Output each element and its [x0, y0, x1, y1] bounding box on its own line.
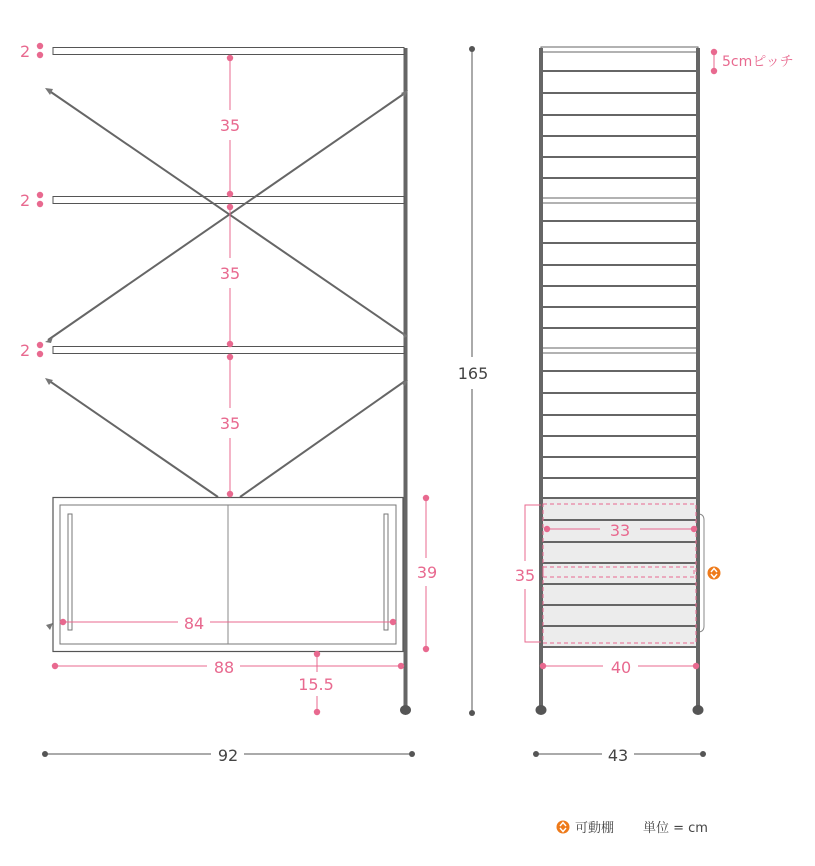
front-shelf-2 — [53, 197, 404, 204]
drawer-height-label: 35 — [514, 566, 536, 585]
cabinet-height-label: 39 — [416, 563, 438, 582]
gap-label-2: 35 — [219, 264, 241, 283]
legend-unit: 単位 = cm — [643, 821, 708, 836]
gap-label-3: 35 — [219, 414, 241, 433]
shelf-thickness-dims — [37, 43, 43, 357]
pitch-dim — [711, 49, 717, 74]
side-front-foot — [536, 705, 547, 715]
overall-depth-label: 43 — [607, 746, 629, 765]
front-view — [20, 42, 437, 765]
cabinet-width-label: 88 — [213, 658, 235, 677]
gap-label-1: 35 — [219, 116, 241, 135]
side-back-post — [696, 48, 700, 708]
inner-width-label: 84 — [183, 614, 205, 633]
legend — [557, 820, 708, 836]
front-shelf-1 — [53, 48, 404, 55]
shelf-thickness-label-2: 2 — [20, 191, 31, 210]
overall-height-label: 165 — [457, 364, 489, 383]
front-post-foot — [400, 705, 411, 715]
adjustable-shelf-marker — [708, 567, 721, 580]
cabinet-depth-label: 40 — [610, 658, 632, 677]
overall-width-label: 92 — [217, 746, 239, 765]
adjustable-arrow-icon — [557, 821, 570, 834]
pitch-label: 5cmピッチ — [722, 54, 794, 70]
front-upright-post — [404, 48, 408, 708]
side-view — [515, 47, 794, 765]
base-height-label: 15.5 — [298, 675, 334, 694]
side-front-post — [539, 48, 543, 708]
shelf-thickness-label-1: 2 — [20, 42, 31, 61]
legend-adjustable-shelf: 可動棚 — [575, 821, 615, 836]
cross-brace-lower — [48, 380, 405, 497]
drawer-inner-depth-label: 33 — [609, 521, 631, 540]
shelf-thickness-label-3: 2 — [20, 341, 31, 360]
front-shelf-3 — [53, 347, 404, 354]
side-back-foot — [693, 705, 704, 715]
